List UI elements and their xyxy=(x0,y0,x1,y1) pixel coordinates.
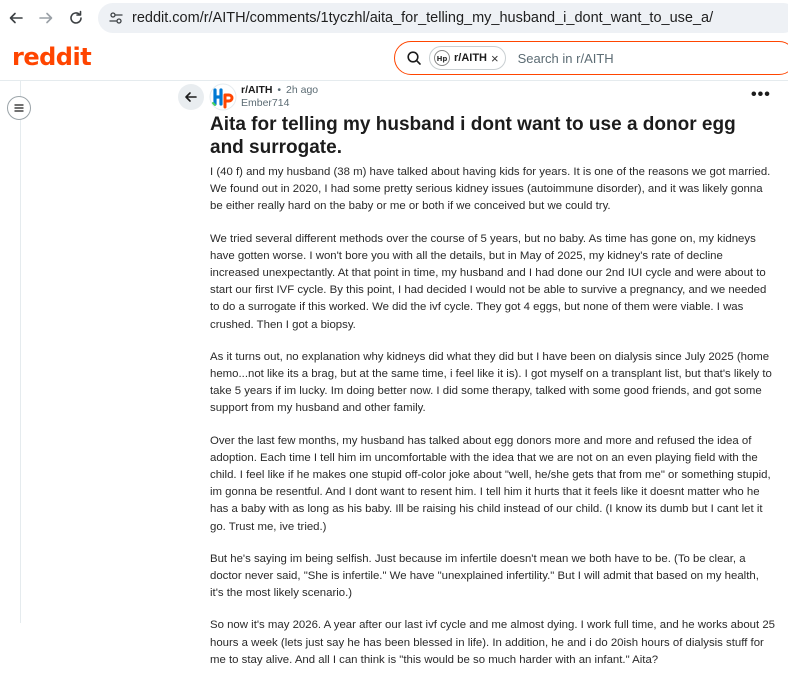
left-sidebar-rail xyxy=(0,81,21,623)
site-settings-icon[interactable] xyxy=(108,10,124,26)
sidebar-toggle-button[interactable] xyxy=(7,96,31,120)
subreddit-filter-chip[interactable] xyxy=(429,46,506,70)
post-paragraph: As it turns out, no explanation why kidneys did what they did but I have been on dialysis since July 2025 (home hemo...not like its a brag, but at the same time, i feel like it is). I got myself on a transplant list, but that's likely to take 5 years if im lucky. Im doing better now. I did some therapy, talked with some good friends, and got some support from my husband and other family. xyxy=(210,350,772,415)
svg-text:Hp: Hp xyxy=(436,55,448,63)
post-body xyxy=(210,164,775,684)
post-back-button[interactable] xyxy=(178,84,204,110)
subreddit-chip-avatar-icon xyxy=(434,50,450,66)
post-author[interactable]: Ember714 xyxy=(241,97,290,109)
reload-icon xyxy=(68,10,84,26)
post-paragraph: Over the last few months, my husband has talked about egg donors more and more and refused the idea of adoption. Each time I tell him im uncomfortable with the idea that we are not on an even playing field with the child. I feel like if he makes one stupid off-color joke about "well, he/she gets that from me" or something stupid, im gonna be resentful. And I dont want to resent him. I tell him it hurts that it feels like it doesnt matter who he has a baby with as long as his baby. Ill be raising his child instead of our child. (I know its dumb but I cant let it go. Trust me, ive tried.) xyxy=(210,434,771,533)
more-options-button[interactable]: ••• xyxy=(751,86,771,103)
post-title: Aita for telling my husband i dont want to use a donor egg and surrogate. xyxy=(210,114,736,158)
search-icon xyxy=(405,49,423,67)
meta-separator: • xyxy=(277,84,282,96)
arrow-left-icon xyxy=(8,10,24,26)
search-input[interactable] xyxy=(516,50,720,67)
site-header xyxy=(0,36,788,81)
subreddit-avatar[interactable] xyxy=(209,83,237,111)
post-paragraph: So now it's may 2026. A year after our last ivf cycle and me almost dying. I work full time, and he works about 25 hours a week (lets just say he has been blessed in life). In addition, he and i do 20ish hours of dialysis stuff for me to stay alive. And all I can think is "this would be so much harder with an infant." Aita? xyxy=(210,619,776,666)
browser-reload-button[interactable] xyxy=(64,6,88,30)
address-bar[interactable] xyxy=(98,3,788,33)
subreddit-chip-label: r/AITH xyxy=(454,52,487,64)
hamburger-menu-icon xyxy=(13,102,25,114)
post-meta xyxy=(241,84,318,96)
reddit-logo[interactable]: reddit xyxy=(12,43,92,71)
browser-back-button[interactable] xyxy=(4,6,28,30)
close-icon[interactable]: × xyxy=(491,50,499,66)
arrow-left-icon xyxy=(184,90,198,104)
post-paragraph: But he's saying im being selfish. Just because im infertile doesn't mean we both have to be. (To be clear, a doctor never said, "She is infertile." We have "unexplained infertility." But I will admit that based on my health, it's the most likely scenario.) xyxy=(210,552,759,600)
subreddit-logo-icon xyxy=(209,83,237,111)
post-paragraph: We tried several different methods over the course of 5 years, but no baby. As time has gone on, my kidneys have gotten worse. I won't bore you with all the details, but in May of 2025, my kidney's rate of decline increased unexpectantly. At that point in time, my husband and I had done our 2nd IUI cycle and were about to start our first IVF cycle. By this point, I had decided I would not be able to survive a pregnancy, and we needed to do a surrogate if this worked. We did the ivf cycle. They got 4 eggs, but none of them were viable. I was crushed. Then I got a biopsy. xyxy=(210,232,767,331)
subreddit-name[interactable]: r/AITH xyxy=(241,84,273,96)
search-bar[interactable] xyxy=(394,41,788,75)
url-text[interactable]: reddit.com/r/AITH/comments/1tyczhl/aita_for_telling_my_husband_i_dont_want_to_use_a/ xyxy=(132,10,714,26)
browser-toolbar xyxy=(0,0,788,36)
browser-forward-button[interactable] xyxy=(34,6,58,30)
post-paragraph: I (40 f) and my husband (38 m) have talked about having kids for years. It is one of the reasons we got married. We found out in 2020, I had some pretty serious kidney issues (autoimmune disorder), and it was likely gonna be either really hard on the baby or me or both if we conceived but we could try. xyxy=(210,166,771,213)
post-timestamp: 2h ago xyxy=(286,84,319,96)
arrow-right-icon xyxy=(38,10,54,26)
